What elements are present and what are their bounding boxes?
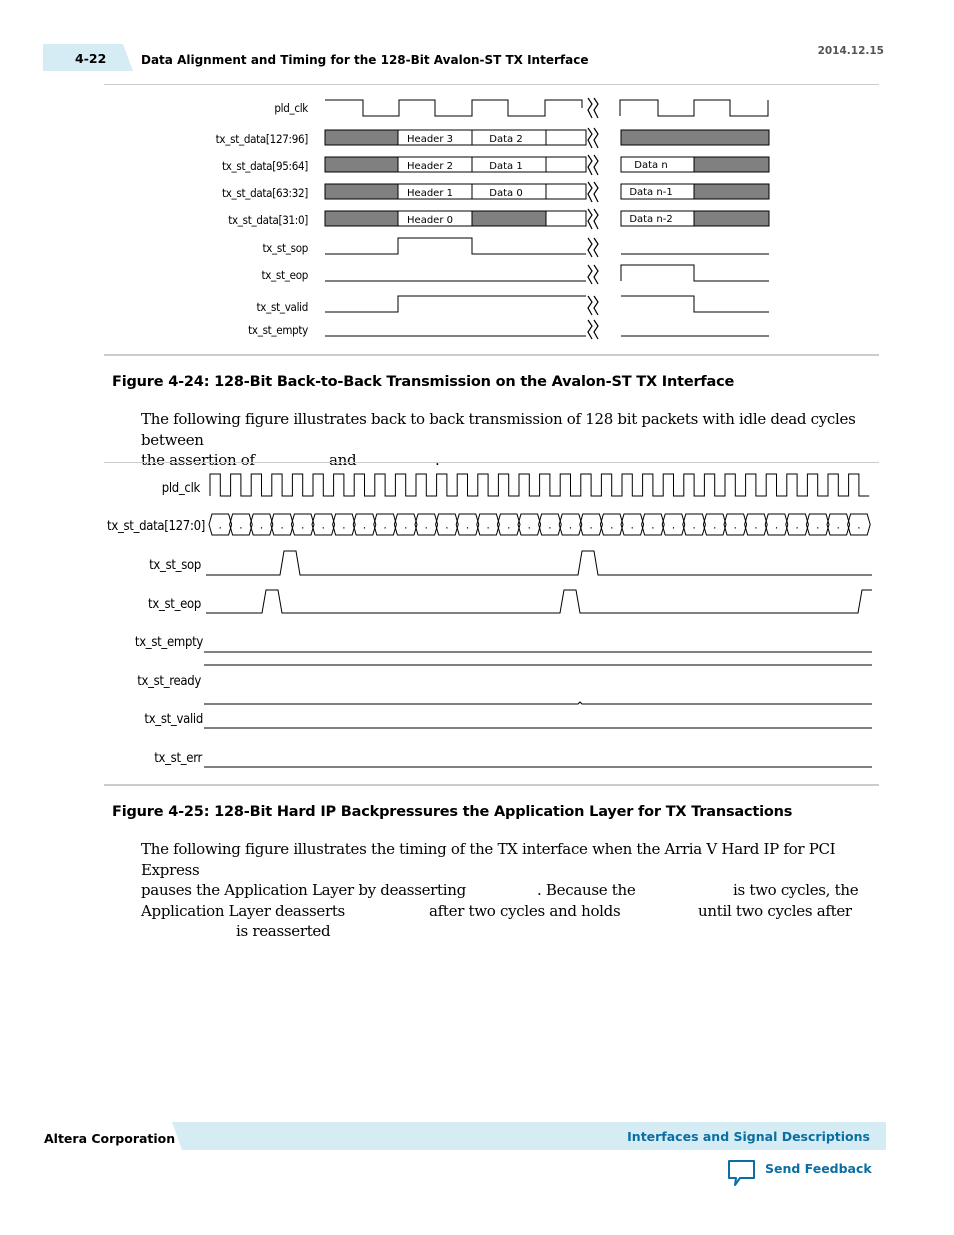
- bus-cell-dot: .: [609, 518, 614, 532]
- figure-4-24-description-line1: The following figure illustrates back to back transmission of 128 bit packets with idle dead cycles between: [141, 410, 856, 449]
- signal-label-tx-st-valid-24: tx_st_valid: [144, 712, 203, 727]
- bus-cell-dot: .: [383, 518, 387, 532]
- bus-cell-dot: .: [424, 518, 429, 532]
- bus-cell-dot: .: [671, 518, 676, 532]
- bus-cell-dot: .: [836, 518, 841, 532]
- figure-4-25-description: [141, 839, 876, 942]
- bus-cell-dot: .: [239, 518, 243, 532]
- figure-4-24-top-rule: [104, 462, 879, 463]
- time-break-marks: [588, 98, 598, 339]
- cell-data-0: Data 0: [489, 188, 523, 199]
- signal-label-tx-st-err-24: tx_st_err: [154, 751, 202, 766]
- bus-cell-dot: .: [403, 518, 408, 532]
- fig25-line3-c: until two cycles after: [698, 901, 852, 920]
- bus-cell-dot: .: [527, 518, 532, 532]
- signal-label-pld-clk: pld_clk: [274, 101, 308, 115]
- signal-label-tx-st-data-127-96: tx_st_data[127:96]: [215, 132, 308, 146]
- signal-label-pld-clk-24: pld_clk: [161, 481, 200, 496]
- bus-row-95-64: [325, 157, 769, 172]
- cell-data-n: Data n: [634, 160, 668, 171]
- tx-st-eop-waveform-24: [206, 590, 872, 613]
- signal-label-tx-st-data-31-0: tx_st_data[31:0]: [228, 213, 308, 227]
- fig25-line3-a: Application Layer deasserts: [141, 901, 345, 920]
- bus-cell-dot: .: [362, 518, 367, 532]
- desc-text-a: the assertion of: [141, 451, 255, 469]
- bus-cell-dot: .: [465, 518, 470, 532]
- cell-header-2: Header 2: [407, 161, 453, 172]
- fig25-line4-text: is reasserted: [236, 922, 331, 940]
- cell-header-3: Header 3: [407, 134, 453, 145]
- page-number: 4-22: [75, 51, 107, 66]
- fig25-line3: [141, 901, 876, 922]
- tx-st-data-bus-24: [209, 514, 870, 535]
- signal-label-tx-st-ready-24: tx_st_ready: [137, 674, 201, 689]
- signal-label-tx-st-sop: tx_st_sop: [262, 241, 308, 255]
- bus-cell-dot: .: [774, 518, 779, 532]
- bus-cell-dot: .: [630, 518, 635, 532]
- bus-cell-dot: .: [754, 518, 758, 532]
- bus-cell-dot: .: [506, 518, 511, 532]
- desc-text-b: and: [329, 451, 357, 469]
- bus-cell-dot: .: [218, 518, 223, 532]
- bus-cell-dot: .: [280, 518, 284, 532]
- bus-cell-dot: .: [300, 518, 305, 532]
- bus-cell-dot: .: [486, 518, 490, 532]
- timing-waveforms-top: [320, 92, 775, 342]
- bus-cell-dot: .: [857, 518, 861, 532]
- tx-st-sop-waveform-24: [206, 551, 872, 575]
- timing-waveforms-4-24: [200, 466, 880, 776]
- tx-st-valid-waveform: [325, 296, 586, 312]
- bus-cell-dot: .: [548, 518, 552, 532]
- signal-label-tx-st-eop: tx_st_eop: [261, 268, 308, 282]
- feedback-icon: [726, 1158, 758, 1188]
- figure-4-24-bottom-rule: [104, 784, 879, 786]
- bus-cell-dot: .: [651, 518, 655, 532]
- signal-label-tx-st-data-95-64: tx_st_data[95:64]: [221, 159, 308, 173]
- fig25-line1: The following figure illustrates the timing of the TX interface when the Arria V Hard IP for PCI Express: [141, 840, 836, 879]
- pld-clk-waveform-24: [210, 474, 869, 496]
- footer-company: Altera Corporation: [44, 1131, 176, 1146]
- bus-row-31-0: [325, 211, 769, 226]
- cell-data-n-1: Data n-1: [629, 187, 673, 198]
- cell-data-n-2: Data n-2: [629, 214, 673, 225]
- signal-label-tx-st-eop-24: tx_st_eop: [148, 597, 201, 612]
- signal-label-tx-st-valid: tx_st_valid: [256, 300, 308, 314]
- send-feedback-label: Send Feedback: [765, 1161, 872, 1176]
- fig25-line2-c: is two cycles, the: [733, 881, 859, 899]
- bus-cell-dot: .: [342, 518, 346, 532]
- fig25-line3-b: after two cycles and holds: [429, 901, 621, 920]
- send-feedback-link[interactable]: [726, 1158, 872, 1188]
- signal-label-tx-st-empty-24: tx_st_empty: [134, 635, 203, 650]
- fig25-line2: [141, 880, 876, 901]
- cell-data-1: Data 1: [489, 161, 523, 172]
- bus-cell-dot: .: [321, 518, 326, 532]
- figure-4-24-description: [141, 409, 876, 470]
- figure-4-24-caption: Figure 4-24: 128-Bit Back-to-Back Transmission on the Avalon-ST TX Interface: [112, 374, 735, 390]
- bus-cell-dot: .: [589, 518, 593, 532]
- desc-text-c: .: [435, 451, 440, 469]
- tx-st-sop-waveform: [325, 238, 586, 254]
- signal-label-tx-st-data-63-32: tx_st_data[63:32]: [221, 186, 308, 200]
- bus-row-63-32: [325, 184, 769, 199]
- bus-row-127-96: [325, 130, 769, 145]
- fig25-line2-b: . Because the: [537, 881, 636, 899]
- bus-cell-dot: .: [692, 518, 696, 532]
- signal-label-tx-st-data-127-0: tx_st_data[127:0]: [107, 519, 205, 534]
- revision-date: 2014.12.15: [817, 45, 884, 57]
- figure-4-25-caption: Figure 4-25: 128-Bit Hard IP Backpressures the Application Layer for TX Transactions: [112, 804, 793, 820]
- bus-cell-dot: .: [795, 518, 799, 532]
- bus-cell-dot: .: [445, 518, 449, 532]
- running-header-title: Data Alignment and Timing for the 128-Bit Avalon-ST TX Interface: [141, 53, 589, 67]
- signal-label-tx-st-empty: tx_st_empty: [248, 323, 308, 337]
- figure-top-bottom-rule: [104, 354, 879, 356]
- tx-st-ready-waveform-24: [204, 702, 872, 704]
- bus-cell-dot: .: [733, 518, 738, 532]
- fig25-line4: [141, 921, 876, 942]
- fig25-line2-a: pauses the Application Layer by deasserting: [141, 881, 466, 899]
- bus-cell-dot: .: [712, 518, 717, 532]
- cell-data-2: Data 2: [489, 134, 523, 145]
- figure-top-divider: [104, 84, 879, 85]
- cell-header-0: Header 0: [407, 215, 453, 226]
- pld-clk-trace: [210, 474, 869, 496]
- bus-cell-dot: .: [815, 518, 820, 532]
- signal-label-tx-st-sop-24: tx_st_sop: [149, 558, 201, 573]
- bus-cell-dot: .: [259, 518, 264, 532]
- footer-section-link[interactable]: Interfaces and Signal Descriptions: [627, 1129, 870, 1144]
- pld-clk-waveform-after-break: [620, 100, 768, 116]
- cell-header-1: Header 1: [407, 188, 453, 199]
- bus-cell-dot: .: [568, 518, 573, 532]
- pld-clk-waveform: [325, 100, 582, 116]
